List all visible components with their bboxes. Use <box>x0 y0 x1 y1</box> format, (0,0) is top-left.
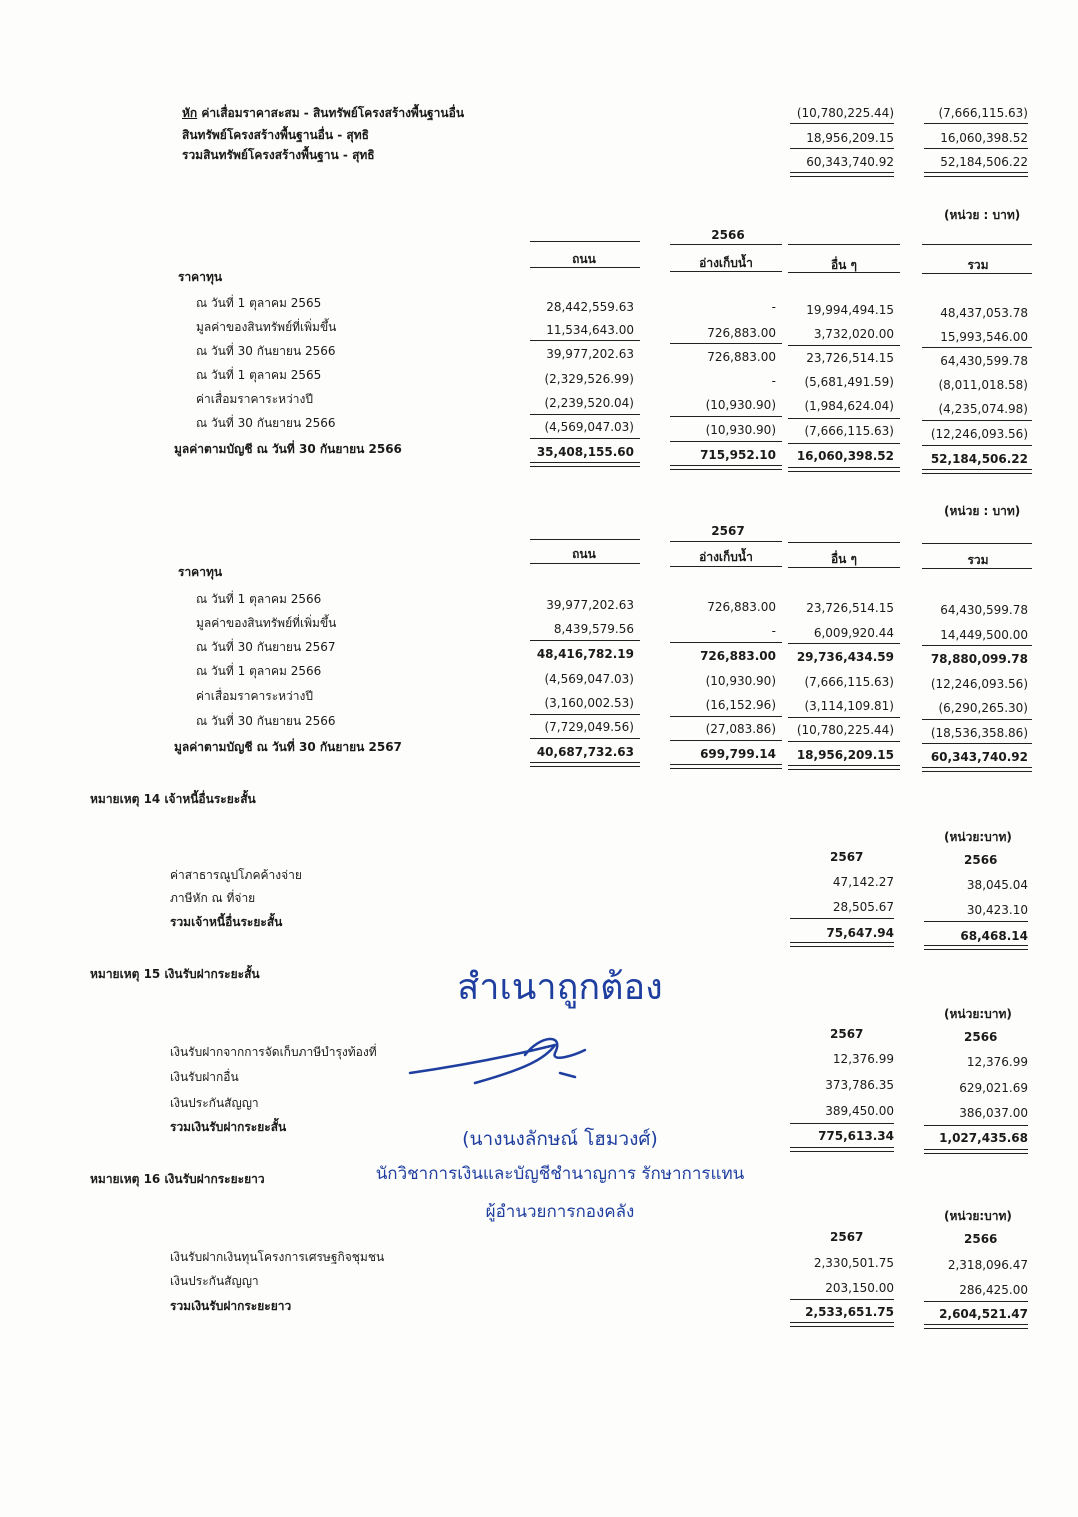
year-header: 2567 <box>830 850 864 864</box>
signer-position: นักวิชาการเงินและบัญชีชำนาญการ รักษาการแทน <box>375 1164 745 1184</box>
year-header: 2567 <box>830 1230 864 1244</box>
value: 775,613.34 <box>818 1129 894 1143</box>
signer-name: (นางนงลักษณ์ โฮมวงศ์) <box>462 1128 658 1150</box>
value: 726,883.00 <box>707 326 776 340</box>
value: 12,376.99 <box>832 1052 894 1066</box>
value: 35,408,155.60 <box>536 445 634 459</box>
value: - <box>771 624 776 638</box>
row-label: เงินรับฝากจากการจัดเก็บภาษีบำรุงท้องที่ <box>170 1045 377 1059</box>
row-label-text: ค่าเสื่อมราคาสะสม - สินทรัพย์โครงสร้างพื้นฐานอื่น <box>197 106 465 120</box>
row-label: ณ วันที่ 1 ตุลาคม 2565 <box>196 296 322 310</box>
value: 1,027,435.68 <box>939 1131 1028 1145</box>
value: 39,977,202.63 <box>546 347 634 361</box>
value: 28,505.67 <box>832 900 894 914</box>
unit-label: (หน่วย : บาท) <box>944 504 1021 518</box>
value: (7,729,049.56) <box>544 720 634 734</box>
value: - <box>771 300 776 314</box>
value: (2,239,520.04) <box>544 396 634 410</box>
value: 373,786.35 <box>825 1078 894 1092</box>
year-header: 2567 <box>830 1027 864 1041</box>
value: 12,376.99 <box>966 1055 1028 1069</box>
value: 16,060,398.52 <box>940 131 1028 145</box>
value: - <box>771 374 776 388</box>
unit-label: (หน่วย : บาท) <box>944 208 1021 222</box>
value: 203,150.00 <box>825 1281 894 1295</box>
value: (7,666,115.63) <box>804 675 894 689</box>
value: (4,569,047.03) <box>544 672 634 686</box>
value: 726,883.00 <box>707 600 776 614</box>
value: 16,060,398.52 <box>796 449 894 463</box>
row-label: รวมสินทรัพย์โครงสร้างพื้นฐาน - สุทธิ <box>182 148 375 162</box>
value: 29,736,434.59 <box>796 650 894 664</box>
value: 8,439,579.56 <box>553 622 634 636</box>
value: 64,430,599.78 <box>940 354 1028 368</box>
value: 389,450.00 <box>825 1104 894 1118</box>
value: 60,343,740.92 <box>930 750 1028 764</box>
value: 629,021.69 <box>959 1081 1028 1095</box>
row-label: สินทรัพย์โครงสร้างพื้นฐานอื่น - สุทธิ <box>182 128 369 142</box>
value: (10,930.90) <box>705 423 776 437</box>
signer-department: ผู้อำนวยการกองคลัง <box>485 1202 635 1222</box>
value: 48,416,782.19 <box>536 647 634 661</box>
value: (16,152.96) <box>705 698 776 712</box>
value: 715,952.10 <box>700 448 776 462</box>
section-label: ราคาทุน <box>178 270 223 284</box>
value: (12,246,093.56) <box>930 427 1028 441</box>
row-label: ภาษีหัก ณ ที่จ่าย <box>170 891 256 905</box>
col-header: อื่น ๆ <box>830 258 858 272</box>
value: 11,534,643.00 <box>546 323 634 337</box>
value: 386,037.00 <box>959 1106 1028 1120</box>
unit-label: (หน่วย:บาท) <box>944 1209 1012 1223</box>
value: 47,142.27 <box>832 875 894 889</box>
row-label: ณ วันที่ 30 กันยายน 2566 <box>196 416 336 430</box>
note-title: หมายเหตุ 15 เงินรับฝากระยะสั้น <box>90 967 260 981</box>
row-label: เงินประกันสัญญา <box>170 1274 259 1288</box>
value: (7,666,115.63) <box>804 424 894 438</box>
value: (10,930.90) <box>705 674 776 688</box>
row-label: มูลค่าของสินทรัพย์ที่เพิ่มขึ้น <box>196 616 337 630</box>
col-header: อ่างเก็บน้ำ <box>699 550 753 564</box>
row-label: ณ วันที่ 30 กันยายน 2567 <box>196 640 336 654</box>
row-label: เงินประกันสัญญา <box>170 1096 259 1110</box>
col-header: อ่างเก็บน้ำ <box>699 256 753 270</box>
value: 40,687,732.63 <box>536 745 634 759</box>
col-header: ถนน <box>572 252 596 266</box>
value: (12,246,093.56) <box>930 677 1028 691</box>
value: 52,184,506.22 <box>930 452 1028 466</box>
value: 3,732,020.00 <box>813 327 894 341</box>
row-label: เงินรับฝากเงินทุนโครงการเศรษฐกิจชุมชน <box>170 1250 385 1264</box>
value: (10,930.90) <box>705 398 776 412</box>
value: 6,009,920.44 <box>813 626 894 640</box>
row-label: ค่าเสื่อมราคาระหว่างปี <box>196 392 314 406</box>
value: 75,647.94 <box>826 926 894 940</box>
value: 38,045.04 <box>966 878 1028 892</box>
row-label: มูลค่าตามบัญชี ณ วันที่ 30 กันยายน 2566 <box>174 442 402 456</box>
value: 14,449,500.00 <box>940 628 1028 642</box>
value: 60,343,740.92 <box>806 155 894 169</box>
unit-label: (หน่วย:บาท) <box>944 830 1012 844</box>
value: 78,880,099.78 <box>930 652 1028 666</box>
row-label: รวมเงินรับฝากระยะสั้น <box>170 1120 287 1134</box>
value: (8,011,018.58) <box>938 378 1028 392</box>
value: (6,290,265.30) <box>938 701 1028 715</box>
row-label-underlined: หัก <box>182 106 198 120</box>
year-header: 2567 <box>711 524 745 538</box>
row-label: ณ วันที่ 1 ตุลาคม 2566 <box>196 592 322 606</box>
year-header: 2566 <box>964 853 998 867</box>
note-title: หมายเหตุ 16 เงินรับฝากระยะยาว <box>90 1172 265 1186</box>
year-header: 2566 <box>711 228 745 242</box>
value: (10,780,225.44) <box>796 723 894 737</box>
year-header: 2566 <box>964 1232 998 1246</box>
col-header: รวม <box>967 553 989 567</box>
section-label: ราคาทุน <box>178 565 223 579</box>
row-label: ณ วันที่ 30 กันยายน 2566 <box>196 344 336 358</box>
row-label: เงินรับฝากอื่น <box>170 1070 239 1084</box>
value: 18,956,209.15 <box>796 748 894 762</box>
value: 52,184,506.22 <box>940 155 1028 169</box>
row-label <box>182 104 464 123</box>
value: (3,114,109.81) <box>804 699 894 713</box>
value: (4,569,047.03) <box>544 420 634 434</box>
value: 64,430,599.78 <box>940 603 1028 617</box>
col-header: ถนน <box>572 547 596 561</box>
row-label: ค่าเสื่อมราคาระหว่างปี <box>196 689 314 703</box>
value: 286,425.00 <box>959 1283 1028 1297</box>
col-header: รวม <box>967 258 989 272</box>
unit-label: (หน่วย:บาท) <box>944 1007 1012 1021</box>
value: 2,533,651.75 <box>805 1305 894 1319</box>
value: (18,536,358.86) <box>930 726 1028 740</box>
row-label: ณ วันที่ 1 ตุลาคม 2566 <box>196 664 322 678</box>
value: 15,993,546.00 <box>940 330 1028 344</box>
value: 2,330,501.75 <box>813 1256 894 1270</box>
signature-icon <box>405 1025 605 1095</box>
row-label: ณ วันที่ 30 กันยายน 2566 <box>196 714 336 728</box>
value: (27,083.86) <box>705 722 776 736</box>
value: (3,160,002.53) <box>544 696 634 710</box>
value: 30,423.10 <box>966 903 1028 917</box>
value: (7,666,115.63) <box>938 106 1028 120</box>
value: (4,235,074.98) <box>938 402 1028 416</box>
row-label: รวมเจ้าหนี้อื่นระยะสั้น <box>170 915 283 929</box>
value: (2,329,526.99) <box>544 372 634 386</box>
value: 23,726,514.15 <box>806 351 894 365</box>
value: 726,883.00 <box>707 350 776 364</box>
row-label: มูลค่าของสินทรัพย์ที่เพิ่มขึ้น <box>196 320 337 334</box>
row-label: มูลค่าตามบัญชี ณ วันที่ 30 กันยายน 2567 <box>174 740 402 754</box>
value: 2,318,096.47 <box>947 1258 1028 1272</box>
value: 2,604,521.47 <box>939 1307 1028 1321</box>
value: 39,977,202.63 <box>546 598 634 612</box>
row-label: ค่าสาธารณูปโภคค้างจ่าย <box>170 868 302 882</box>
value: 48,437,053.78 <box>940 306 1028 320</box>
year-header: 2566 <box>964 1030 998 1044</box>
row-label: ณ วันที่ 1 ตุลาคม 2565 <box>196 368 322 382</box>
stamp-heading: สำเนาถูกต้อง <box>457 967 663 1008</box>
row-label: รวมเงินรับฝากระยะยาว <box>170 1299 292 1313</box>
value: 19,994,494.15 <box>806 303 894 317</box>
value: 28,442,559.63 <box>546 300 634 314</box>
value: (5,681,491.59) <box>804 375 894 389</box>
note-title: หมายเหตุ 14 เจ้าหนี้อื่นระยะสั้น <box>90 792 256 806</box>
value: 18,956,209.15 <box>806 131 894 145</box>
value: (1,984,624.04) <box>804 399 894 413</box>
value: 23,726,514.15 <box>806 601 894 615</box>
col-header: อื่น ๆ <box>830 552 858 566</box>
value: (10,780,225.44) <box>796 106 894 120</box>
value: 699,799.14 <box>700 747 776 761</box>
value: 68,468.14 <box>960 929 1028 943</box>
value: 726,883.00 <box>700 649 776 663</box>
